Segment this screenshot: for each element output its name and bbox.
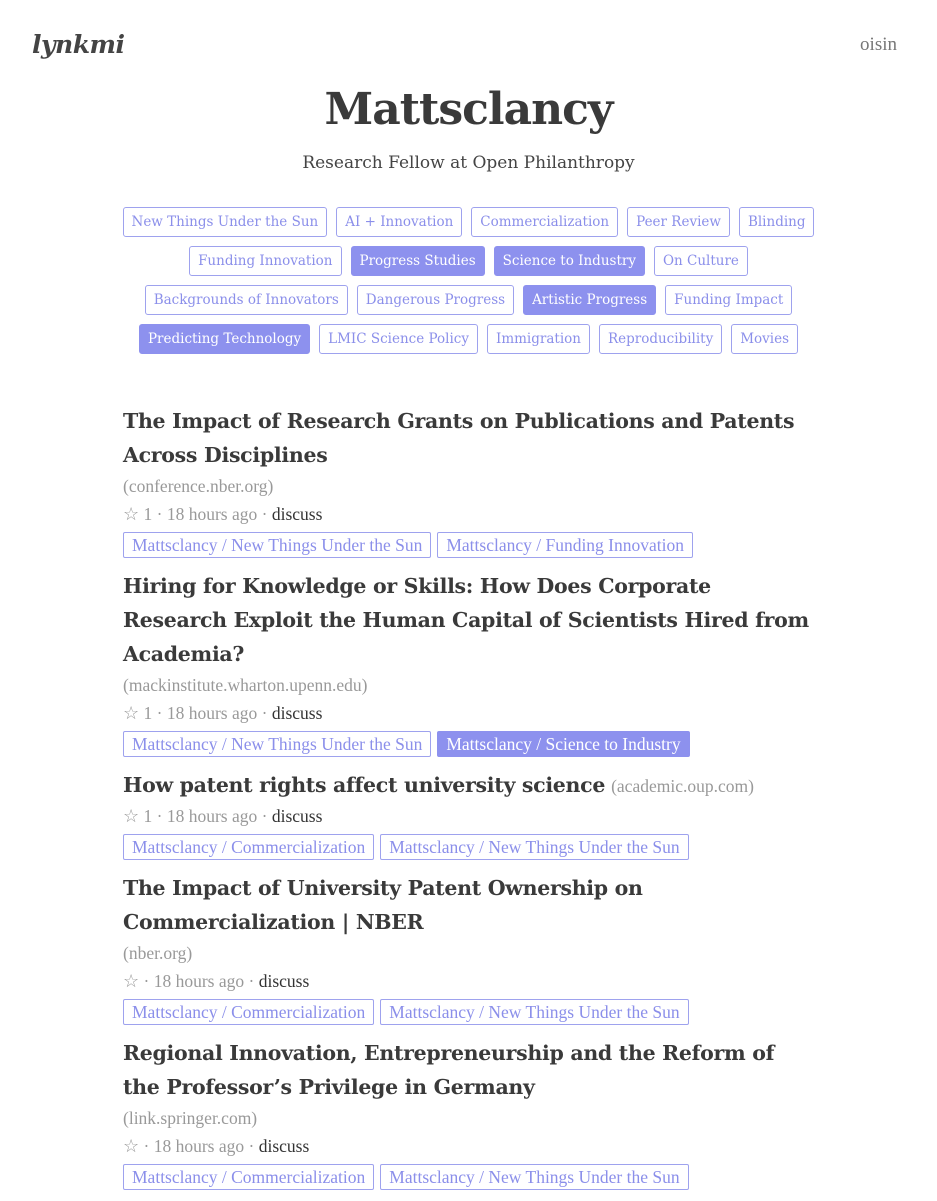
story-time: 18 hours ago bbox=[166, 806, 258, 826]
star-icon[interactable]: ☆ bbox=[123, 703, 140, 723]
meta-separator: · bbox=[143, 1136, 150, 1156]
discuss-link[interactable]: discuss bbox=[258, 1136, 310, 1156]
star-icon[interactable]: ☆ bbox=[123, 1136, 140, 1156]
story-title-link[interactable]: The Impact of Research Grants on Publications and Patents Across Disciplines bbox=[123, 409, 795, 467]
tag-button[interactable]: Movies bbox=[731, 324, 798, 354]
story-tag-list bbox=[123, 999, 813, 1025]
meta-separator: · bbox=[156, 806, 163, 826]
story-time: 18 hours ago bbox=[153, 1136, 245, 1156]
vote-count: 1 bbox=[143, 806, 153, 826]
tag-button[interactable]: Funding Innovation bbox=[189, 246, 341, 276]
story-tag[interactable]: Mattsclancy / New Things Under the Sun bbox=[380, 999, 688, 1025]
tag-button[interactable]: LMIC Science Policy bbox=[319, 324, 478, 354]
tag-button[interactable]: Funding Impact bbox=[665, 285, 792, 315]
star-icon[interactable]: ☆ bbox=[123, 971, 140, 991]
story-time: 18 hours ago bbox=[166, 504, 258, 524]
vote-count: 1 bbox=[143, 504, 153, 524]
meta-separator: · bbox=[261, 504, 268, 524]
meta-separator: · bbox=[156, 703, 163, 723]
meta-separator: · bbox=[248, 971, 255, 991]
story-title-link[interactable]: Regional Innovation, Entrepreneurship and the Reform of the Professor’s Privilege in Germany bbox=[123, 1041, 775, 1099]
story-tag-list bbox=[123, 1164, 813, 1190]
story-domain[interactable]: (academic.oup.com) bbox=[611, 776, 754, 796]
story-domain[interactable]: (link.springer.com) bbox=[123, 1108, 258, 1128]
story-tag[interactable]: Mattsclancy / New Things Under the Sun bbox=[380, 834, 688, 860]
discuss-link[interactable]: discuss bbox=[258, 971, 310, 991]
meta-separator: · bbox=[248, 1136, 255, 1156]
story-time: 18 hours ago bbox=[153, 971, 245, 991]
meta-separator: · bbox=[261, 806, 268, 826]
story-meta bbox=[123, 699, 813, 727]
tag-button[interactable]: Science to Industry bbox=[494, 246, 645, 276]
tag-button[interactable]: On Culture bbox=[654, 246, 748, 276]
story-meta bbox=[123, 802, 813, 830]
story-domain[interactable]: (nber.org) bbox=[123, 943, 193, 963]
user-menu-link[interactable]: oisin bbox=[860, 34, 897, 55]
tag-button[interactable]: Peer Review bbox=[627, 207, 730, 237]
tag-button[interactable]: New Things Under the Sun bbox=[123, 207, 328, 237]
story-tag[interactable]: Mattsclancy / New Things Under the Sun bbox=[123, 532, 431, 558]
story-time: 18 hours ago bbox=[166, 703, 258, 723]
story-tag-list bbox=[123, 834, 813, 860]
meta-separator: · bbox=[156, 504, 163, 524]
story-list bbox=[123, 404, 813, 1201]
tag-button[interactable]: Reproducibility bbox=[599, 324, 722, 354]
story-meta bbox=[123, 967, 813, 995]
story-title-link[interactable]: Hiring for Knowledge or Skills: How Does Corporate Research Exploit the Human Capital of Scientists Hired from Academia? bbox=[123, 574, 809, 666]
tag-button[interactable]: Artistic Progress bbox=[523, 285, 656, 315]
tag-button[interactable]: Backgrounds of Innovators bbox=[145, 285, 348, 315]
tag-list bbox=[120, 207, 817, 354]
story-tag[interactable]: Mattsclancy / Commercialization bbox=[123, 834, 374, 860]
story-item bbox=[123, 404, 813, 558]
tag-button[interactable]: Blinding bbox=[739, 207, 815, 237]
star-icon[interactable]: ☆ bbox=[123, 806, 140, 826]
story-item bbox=[123, 871, 813, 1025]
site-logo[interactable]: lynkmi bbox=[32, 30, 125, 59]
story-title-link[interactable]: How patent rights affect university science bbox=[123, 773, 606, 797]
story-tag[interactable]: Mattsclancy / Funding Innovation bbox=[437, 532, 693, 558]
story-item bbox=[123, 768, 813, 860]
story-tag-list bbox=[123, 731, 813, 757]
story-domain[interactable]: (conference.nber.org) bbox=[123, 476, 274, 496]
discuss-link[interactable]: discuss bbox=[271, 703, 323, 723]
story-tag[interactable]: Mattsclancy / Science to Industry bbox=[437, 731, 689, 757]
story-domain[interactable]: (mackinstitute.wharton.upenn.edu) bbox=[123, 675, 368, 695]
vote-count: 1 bbox=[143, 703, 153, 723]
tag-button[interactable]: AI + Innovation bbox=[336, 207, 462, 237]
discuss-link[interactable]: discuss bbox=[271, 504, 323, 524]
story-tag[interactable]: Mattsclancy / Commercialization bbox=[123, 1164, 374, 1190]
story-tag[interactable]: Mattsclancy / New Things Under the Sun bbox=[123, 731, 431, 757]
star-icon[interactable]: ☆ bbox=[123, 504, 140, 524]
story-tag-list bbox=[123, 532, 813, 558]
tag-button[interactable]: Immigration bbox=[487, 324, 590, 354]
profile-bio: Research Fellow at Open Philanthropy bbox=[302, 153, 635, 173]
story-item bbox=[123, 1036, 813, 1190]
discuss-link[interactable]: discuss bbox=[271, 806, 323, 826]
tag-button[interactable]: Progress Studies bbox=[351, 246, 485, 276]
story-meta bbox=[123, 500, 813, 528]
story-meta bbox=[123, 1132, 813, 1160]
story-item bbox=[123, 569, 813, 757]
tag-button[interactable]: Predicting Technology bbox=[139, 324, 310, 354]
story-title-link[interactable]: The Impact of University Patent Ownership on Commercialization | NBER bbox=[123, 876, 643, 934]
tag-button[interactable]: Commercialization bbox=[471, 207, 618, 237]
meta-separator: · bbox=[261, 703, 268, 723]
tag-button[interactable]: Dangerous Progress bbox=[357, 285, 514, 315]
story-tag[interactable]: Mattsclancy / New Things Under the Sun bbox=[380, 1164, 688, 1190]
page-title: Mattsclancy bbox=[324, 84, 613, 135]
story-tag[interactable]: Mattsclancy / Commercialization bbox=[123, 999, 374, 1025]
meta-separator: · bbox=[143, 971, 150, 991]
